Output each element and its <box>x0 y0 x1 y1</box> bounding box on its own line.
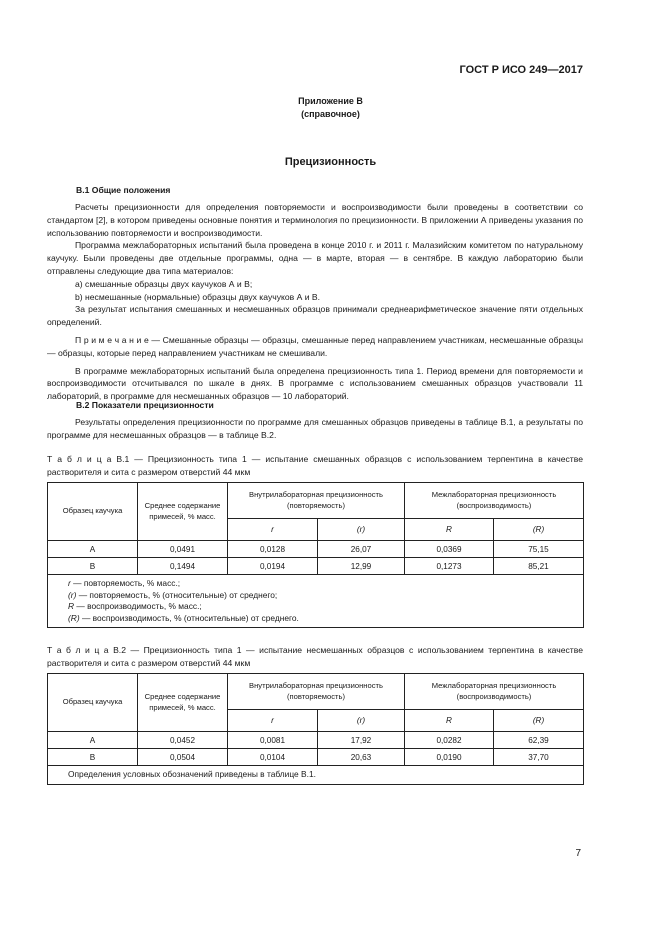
paragraph: За результат испытания смешанных и несмешанных образцов принимали среднеарифметическое значение пяти отдельных определений. <box>47 304 583 328</box>
header-R-rel: (R) <box>494 710 584 732</box>
header-within-lab: Внутрилабораторная прецизионность (повторяемость) <box>228 483 405 519</box>
cell-r-rel: 20,63 <box>318 749 405 766</box>
cell-sample: А <box>48 732 138 749</box>
annex-title: Приложение В <box>298 96 363 106</box>
table1-caption <box>47 453 583 479</box>
table1-notes <box>48 575 584 628</box>
cell-R-rel: 75,15 <box>494 541 584 558</box>
note-definition: — повторяемость, % масс.; <box>70 578 181 588</box>
note-definition: — воспроизводимость, % масс.; <box>74 601 202 611</box>
note-symbol: r <box>68 578 71 588</box>
section-heading-b1: В.1 Общие положения <box>76 185 171 195</box>
table-row <box>48 541 584 558</box>
header-R: R <box>405 710 494 732</box>
list-item: а) смешанные образцы двух каучуков А и В; <box>75 278 253 289</box>
note-text: — Смешанные образцы — образцы, смешанные перед направлением участникам, несмешанные образцы — образцы, которые перед направлением участникам не смешивали. <box>47 334 584 358</box>
note-line <box>68 578 563 590</box>
cell-sample: А <box>48 541 138 558</box>
paragraph: Расчеты прецизионности для определения повторяемости и воспроизводимости были проведены в соответствии со стандартом [2], в котором приведены основные понятия и терминология по прецизионности. В приложении А приведены указания по использованию повторяемости и воспроизводимости. <box>47 202 583 238</box>
header-sample: Образец каучука <box>48 483 138 541</box>
table1 <box>47 482 584 628</box>
page-number: 7 <box>575 848 581 859</box>
section-heading-b2: В.2 Показатели прецизионности <box>76 400 214 410</box>
document-code: ГОСТ Р ИСО 249—2017 <box>459 64 583 76</box>
table-caption-text: В.1 — Прецизионность типа 1 — испытание смешанных образцов с использованием терпентина в качестве растворителя и сита с размером отверстий 44 мкм <box>47 454 583 477</box>
cell-sample: В <box>48 558 138 575</box>
header-between-lab: Межлабораторная прецизионность (воспроизводимость) <box>405 674 584 710</box>
cell-r-rel: 26,07 <box>318 541 405 558</box>
header-sample: Образец каучука <box>48 674 138 732</box>
note-definition: — повторяемость, % (относительные) от среднего; <box>76 589 278 600</box>
table2-caption <box>47 644 583 670</box>
cell-R-rel: 85,21 <box>494 558 584 575</box>
note-symbol: (R) <box>68 612 80 623</box>
note-line <box>68 590 563 602</box>
table-caption-label: Т а б л и ц а <box>47 645 109 655</box>
cell-r: 0,0081 <box>228 732 318 749</box>
note-paragraph <box>47 334 583 360</box>
table-row <box>48 558 584 575</box>
header-R-rel: (R) <box>494 519 584 541</box>
note-line <box>68 613 563 625</box>
header-between-lab: Межлабораторная прецизионность (воспроизводимость) <box>405 483 584 519</box>
note-label: П р и м е ч а н и е <box>75 334 149 345</box>
list-item: b) несмешанные (нормальные) образцы двух каучуков А и В. <box>75 291 321 302</box>
header-R: R <box>405 519 494 541</box>
note-line <box>68 601 563 613</box>
note-definition: — воспроизводимость, % (относительные) от среднего. <box>79 612 299 623</box>
table-row <box>48 749 584 766</box>
cell-mean: 0,1494 <box>138 558 228 575</box>
note-symbol: (r) <box>68 589 77 600</box>
cell-R-rel: 37,70 <box>494 749 584 766</box>
table2-note: Определения условных обозначений приведены в таблице В.1. <box>48 766 584 785</box>
cell-R-rel: 62,39 <box>494 732 584 749</box>
cell-r: 0,0194 <box>228 558 318 575</box>
table-caption-text: В.2 — Прецизионность типа 1 — испытание несмешанных образцов с использованием терпентина в качестве растворителя и сита с размером отверстий 44 мкм <box>47 645 583 668</box>
cell-mean: 0,0491 <box>138 541 228 558</box>
cell-r-rel: 12,99 <box>318 558 405 575</box>
header-r-rel: (r) <box>318 710 405 732</box>
paragraph: Результаты определения прецизионности по программе для смешанных образцов приведены в таблице В.1, а результаты по программе для несмешанных образцов — в таблице В.2. <box>47 417 583 440</box>
header-r-rel: (r) <box>318 519 405 541</box>
note-symbol: R <box>68 601 75 611</box>
table2 <box>47 673 584 785</box>
cell-R: 0,0282 <box>405 732 494 749</box>
header-r: r <box>228 710 318 732</box>
paragraph: Программа межлабораторных испытаний была проведена в конце 2010 г. и 2011 г. Малазийским комитетом по натуральному каучуку. Были проведены две отдельные программы, одна — в марте, вторая — в сентябре. В каждую лабораторию были отправлены следующие два типа материалов: <box>47 240 583 276</box>
annex-subtitle: (справочное) <box>301 109 360 119</box>
cell-r: 0,0104 <box>228 749 318 766</box>
cell-mean: 0,0504 <box>138 749 228 766</box>
header-within-lab: Внутрилабораторная прецизионность (повторяемость) <box>228 674 405 710</box>
cell-sample: В <box>48 749 138 766</box>
cell-R: 0,1273 <box>405 558 494 575</box>
cell-mean: 0,0452 <box>138 732 228 749</box>
section-b1-body <box>47 201 583 403</box>
header-r: r <box>228 519 318 541</box>
cell-R: 0,0369 <box>405 541 494 558</box>
annex-heading <box>0 95 661 121</box>
cell-r-rel: 17,92 <box>318 732 405 749</box>
header-mean-content: Среднее содержание примесей, % масс. <box>138 483 228 541</box>
header-mean-content: Среднее содержание примесей, % масс. <box>138 674 228 732</box>
cell-R: 0,0190 <box>405 749 494 766</box>
paragraph: В программе межлабораторных испытаний была определена прецизионность типа 1. Период времени для повторяемости и воспроизводимости отсчитывался по шкале в днях. В программе с использованием смешанных образцов участвовали 11 лабораторий, в программе для несмешанных образцов — 10 лабораторий. <box>47 365 583 402</box>
section-b2-body <box>47 416 583 442</box>
page-title: Прецизионность <box>284 156 377 168</box>
cell-r: 0,0128 <box>228 541 318 558</box>
table-caption-label: Т а б л и ц а <box>47 454 112 464</box>
table-row <box>48 732 584 749</box>
